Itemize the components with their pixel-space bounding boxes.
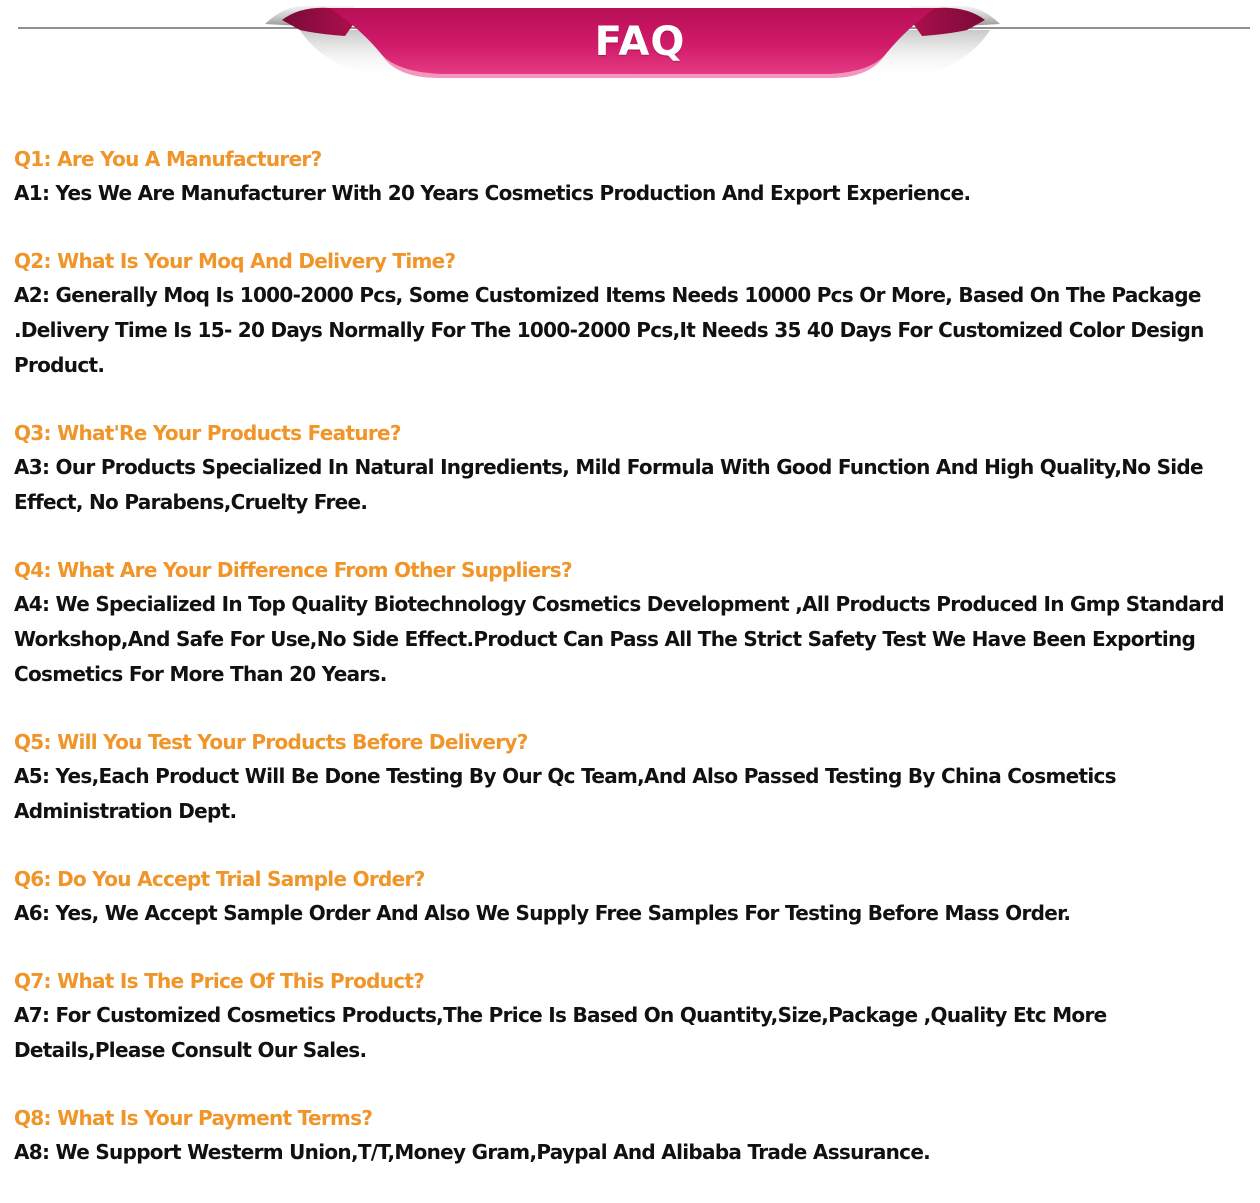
faq-item-2 bbox=[14, 244, 1246, 383]
faq-list bbox=[14, 142, 1246, 1203]
faq-question: Q3: What'Re Your Products Feature? bbox=[14, 421, 401, 445]
faq-question: Q1: Are You A Manufacturer? bbox=[14, 147, 322, 171]
faq-item-8 bbox=[14, 1101, 1246, 1170]
faq-item-4 bbox=[14, 553, 1246, 692]
faq-answer: A3: Our Products Specialized In Natural Ingredients, Mild Formula With Good Function And High Quality,No Side Effect, No Parabens,Cruelty Free. bbox=[14, 455, 1203, 514]
faq-answer: A5: Yes,Each Product Will Be Done Testing By Our Qc Team,And Also Passed Testing By China Cosmetics Administration Dept. bbox=[14, 764, 1116, 823]
faq-answer: A8: We Support Westerm Union,T/T,Money Gram,Paypal And Alibaba Trade Assurance. bbox=[14, 1140, 931, 1164]
faq-question: Q8: What Is Your Payment Terms? bbox=[14, 1106, 373, 1130]
faq-item-1 bbox=[14, 142, 1246, 211]
faq-answer: A4: We Specialized In Top Quality Biotechnology Cosmetics Development ,All Products Produced In Gmp Standard Workshop,And Safe For Use,No Side Effect.Product Can Pass All The Strict Safety Test We Have Been Exporting Cosmetics For More Than 20 Years. bbox=[14, 592, 1224, 686]
faq-item-3 bbox=[14, 416, 1246, 520]
faq-question: Q6: Do You Accept Trial Sample Order? bbox=[14, 867, 425, 891]
faq-answer: A2: Generally Moq Is 1000-2000 Pcs, Some Customized Items Needs 10000 Pcs Or More, Based On The Package .Delivery Time Is 15- 20 Days Normally For The 1000-2000 Pcs,It Needs 35 40 Days For Customized Color Design Product. bbox=[14, 283, 1204, 377]
faq-question: Q7: What Is The Price Of This Product? bbox=[14, 969, 425, 993]
faq-item-6 bbox=[14, 862, 1246, 931]
faq-item-5 bbox=[14, 725, 1246, 829]
faq-answer: A1: Yes We Are Manufacturer With 20 Years Cosmetics Production And Export Experience. bbox=[14, 181, 971, 205]
faq-item-7 bbox=[14, 964, 1246, 1068]
page-title: FAQ bbox=[594, 19, 686, 65]
faq-question: Q2: What Is Your Moq And Delivery Time? bbox=[14, 249, 456, 273]
faq-answer: A7: For Customized Cosmetics Products,The Price Is Based On Quantity,Size,Package ,Quality Etc More Details,Please Consult Our Sales. bbox=[14, 1003, 1107, 1062]
faq-answer: A6: Yes, We Accept Sample Order And Also We Supply Free Samples For Testing Before Mass Order. bbox=[14, 901, 1071, 925]
faq-question: Q4: What Are Your Difference From Other Suppliers? bbox=[14, 558, 572, 582]
faq-header-banner bbox=[0, 0, 1260, 90]
faq-question: Q5: Will You Test Your Products Before Delivery? bbox=[14, 730, 528, 754]
